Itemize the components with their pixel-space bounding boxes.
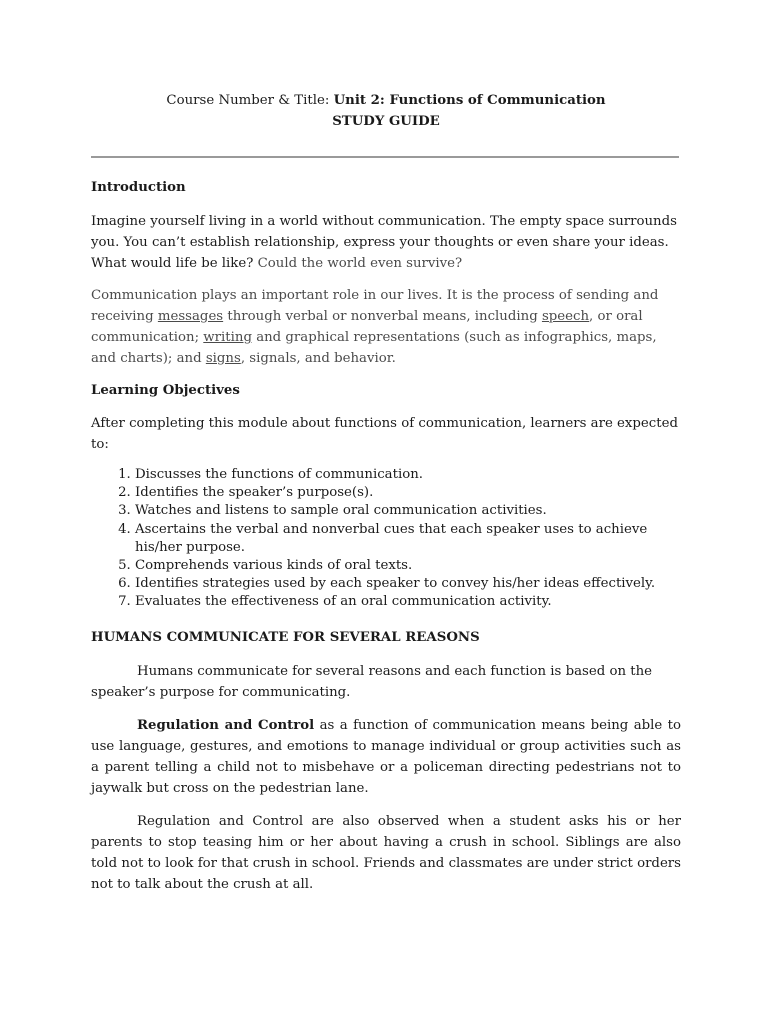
- intro-p1-text: Imagine yourself living in a world without communication. The empty space surrounds you. You can’t establish relationship, express your thoughts or even share your ideas. What would life be like?: [91, 214, 677, 271]
- objective-item: 3. Watches and listens to sample oral communication activities.: [135, 502, 681, 520]
- regulation-text: as a function of communication means being able to use language, gestures, and emotions to manage individual or group activities such as a parent telling a child not to misbehave or a policeman directing pedestrians not to jaywalk but cross on the pedestrian lane.: [91, 717, 682, 796]
- messages-link[interactable]: messages: [157, 309, 224, 324]
- objectives-lead: After completing this module about functions of communication, learners are expected to:: [91, 416, 678, 452]
- objective-item: 4. Ascertains the verbal and nonverbal cues that each speaker uses to achieve his/her purpose.: [135, 521, 681, 557]
- intro-p2-c: , or oral communication;: [91, 309, 643, 345]
- intro-p2-a: Communication plays an important role in our lives. It is the process of sending and receiving: [91, 288, 659, 324]
- regulation-paragraph: [91, 715, 681, 799]
- writing-link[interactable]: writing: [203, 330, 252, 345]
- course-title: Unit 2: Functions of Communication: [333, 93, 606, 108]
- objective-item: 7. Evaluates the effectiveness of an oral communication activity.: [135, 593, 681, 611]
- intro-p2-d: and graphical representations (such as infographics, maps, and charts); and: [91, 330, 657, 366]
- objectives-list: [91, 466, 681, 612]
- humans-communicate-heading: HUMANS COMMUNICATE FOR SEVERAL REASONS: [91, 629, 480, 645]
- intro-paragraph-2: [91, 285, 681, 369]
- objective-item: 5. Comprehends various kinds of oral texts.: [135, 557, 681, 575]
- objective-item: 1. Discusses the functions of communication.: [135, 466, 681, 484]
- humans-paragraph-1: Humans communicate for several reasons and each function is based on the speaker’s purpose for communicating.: [91, 663, 653, 700]
- speech-link[interactable]: speech: [541, 309, 590, 324]
- intro-p1-tail: Could the world even survive?: [253, 256, 463, 271]
- regulation-paragraph-2: Regulation and Control are also observed when a student asks his or her parents to stop teasing him or her about having a crush in school. Siblings are also told not to look for that crush in school. Friends and classmates are under strict orders not to talk about the crush at all.: [91, 813, 681, 892]
- study-guide-title: [91, 111, 681, 132]
- signs-link[interactable]: signs: [205, 351, 241, 366]
- regulation-term: Regulation and Control: [137, 717, 315, 733]
- document-page: [91, 90, 681, 895]
- learning-objectives-heading: Learning Objectives: [91, 383, 240, 398]
- objective-item: 6. Identifies strategies used by each speaker to convey his/her ideas effectively.: [135, 575, 681, 593]
- document-header: [91, 90, 681, 132]
- course-title-line: [91, 90, 681, 111]
- course-label: Course Number & Title:: [166, 93, 334, 108]
- intro-p2-b: through verbal or nonverbal means, including: [223, 309, 542, 324]
- intro-paragraph-1: [91, 211, 681, 274]
- study-guide-label: STUDY GUIDE: [332, 114, 440, 129]
- header-divider: [91, 156, 679, 158]
- objective-item: 2. Identifies the speaker’s purpose(s).: [135, 484, 681, 502]
- intro-p2-e: , signals, and behavior.: [240, 351, 396, 366]
- introduction-heading: Introduction: [91, 180, 186, 195]
